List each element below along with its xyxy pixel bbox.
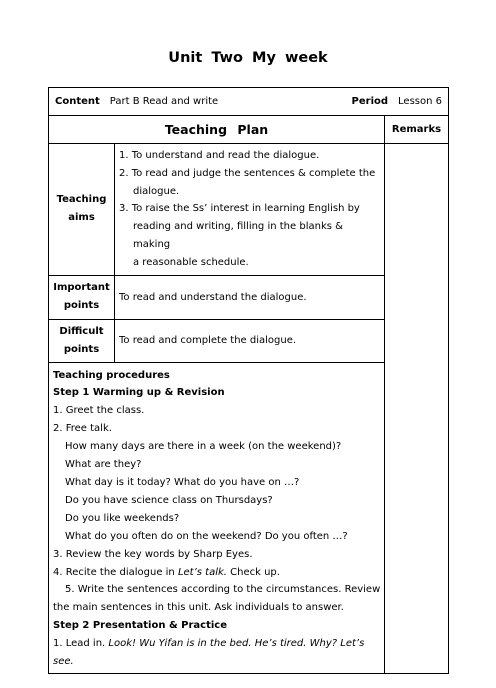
aims-line: 1. To understand and read the dialogue. — [119, 150, 320, 161]
important-points: To read and understand the dialogue. — [115, 275, 385, 319]
procedure-line: 2. Free talk. — [53, 423, 112, 435]
content-value: Part B Read and write — [109, 96, 219, 107]
procedure-line: 5. Write the sentences according to the circumstances. Review — [65, 584, 381, 596]
difficult-label: Difficult points — [49, 319, 115, 362]
teaching-plan-header: Teaching Plan — [49, 116, 385, 144]
procedure-line: How many days are there in a week (on the weekend)? — [65, 441, 342, 453]
plan-header-row — [49, 116, 449, 144]
procedure-line: 1. Greet the class. — [53, 405, 145, 417]
aims-line: reading and writing, filling in the blanks & making — [133, 221, 343, 250]
aims-content — [115, 144, 385, 276]
procedure-line: the main sentences in this unit. Ask individuals to answer. — [53, 602, 344, 614]
aims-line: dialogue. — [133, 185, 180, 197]
procedure-line: Do you like weekends? — [65, 512, 180, 524]
remarks-header: Remarks — [385, 116, 449, 144]
procedure-line: What day is it today? What do you have on …? — [65, 477, 300, 489]
content-label: Content — [55, 96, 100, 107]
procedures-heading: Teaching procedures — [53, 369, 170, 381]
aims-line: a reasonable schedule. — [133, 256, 249, 268]
step-1-heading: Step 1 Warming up & Revision — [53, 387, 225, 399]
aims-row — [49, 144, 449, 276]
procedure-line: What do you often do on the weekend? Do you often …? — [65, 530, 348, 542]
procedure-line: 4. Recite the dialogue in Let’s talk. Check up. — [53, 566, 280, 578]
important-label: Important points — [49, 275, 115, 319]
procedure-line: Do you have science class on Thursdays? — [65, 494, 273, 506]
procedure-line: 1. Lead in. Look! Wu Yifan is in the bed. He’s tired. Why? Let’s see. — [53, 638, 365, 668]
procedure-line: 3. Review the key words by Sharp Eyes. — [53, 548, 253, 560]
period-value: Lesson 6 — [398, 96, 442, 107]
remarks-cell — [385, 144, 449, 674]
procedure-line: What are they? — [65, 459, 142, 471]
content-row — [49, 88, 449, 116]
aims-line: 2. To read and judge the sentences & complete the — [119, 167, 376, 179]
aims-label: Teaching aims — [49, 144, 115, 276]
period-label: Period — [351, 96, 389, 107]
difficult-points: To read and complete the dialogue. — [115, 319, 385, 362]
procedures-content — [49, 362, 385, 673]
teaching-plan-table — [48, 87, 449, 674]
step-2-heading: Step 2 Presentation & Practice — [53, 620, 228, 632]
aims-line: 3. To raise the Ss’ interest in learning English by — [119, 203, 360, 215]
document-title: Unit Two My week — [168, 50, 328, 66]
